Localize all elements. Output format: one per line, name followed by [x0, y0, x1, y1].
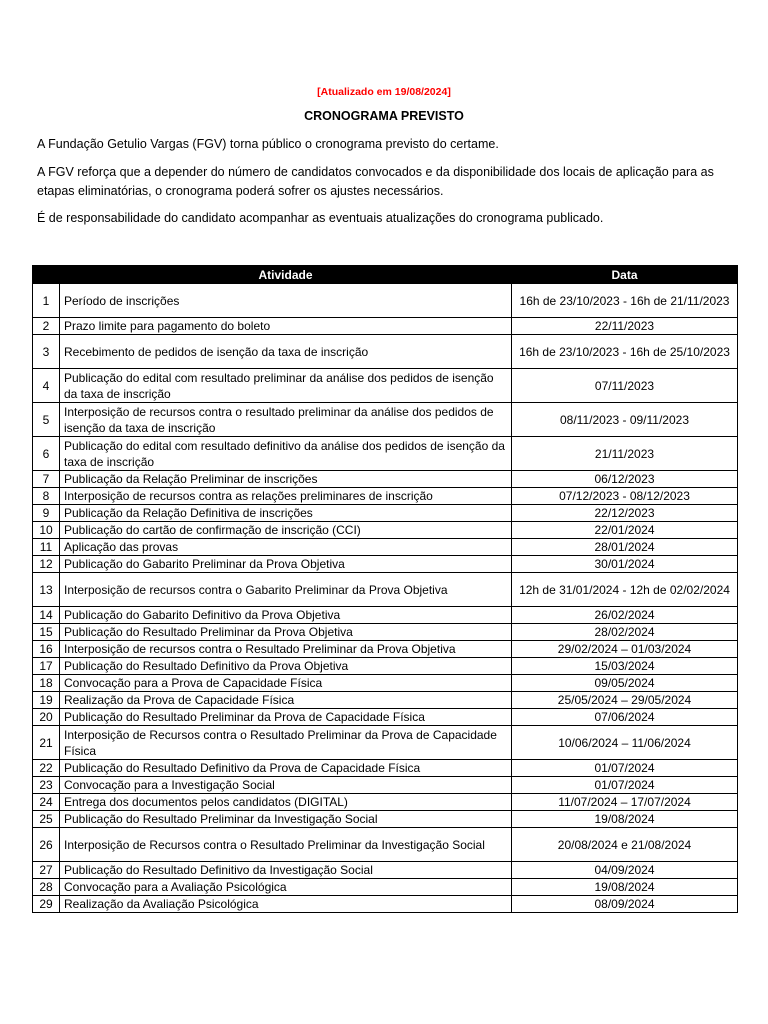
row-number: 6 [33, 437, 60, 471]
row-number: 9 [33, 505, 60, 522]
row-date: 07/11/2023 [512, 369, 738, 403]
row-date: 28/02/2024 [512, 624, 738, 641]
table-row [33, 471, 738, 488]
table-row [33, 709, 738, 726]
row-activity: Publicação do Resultado Definitivo da Prova Objetiva [60, 658, 512, 675]
row-activity: Publicação do Resultado Definitivo da Investigação Social [60, 862, 512, 879]
row-number: 2 [33, 318, 60, 335]
row-number: 8 [33, 488, 60, 505]
table-row [33, 641, 738, 658]
table-row [33, 777, 738, 794]
table-row [33, 556, 738, 573]
table-row [33, 539, 738, 556]
row-activity: Publicação do cartão de confirmação de inscrição (CCI) [60, 522, 512, 539]
row-activity: Convocação para a Prova de Capacidade Física [60, 675, 512, 692]
intro-paragraph-2: A FGV reforça que a depender do número de candidatos convocados e da disponibilidade dos locais de aplicação para as etapas eliminatórias, o cronograma poderá sofrer os ajustes necessários. [37, 165, 714, 198]
row-date: 15/03/2024 [512, 658, 738, 675]
row-activity: Publicação do Resultado Definitivo da Prova de Capacidade Física [60, 760, 512, 777]
row-date: 01/07/2024 [512, 760, 738, 777]
table-row [33, 692, 738, 709]
row-number: 15 [33, 624, 60, 641]
table-row [33, 811, 738, 828]
table-row [33, 437, 738, 471]
row-date: 16h de 23/10/2023 - 16h de 21/11/2023 [512, 284, 738, 318]
row-number: 1 [33, 284, 60, 318]
row-date: 07/12/2023 - 08/12/2023 [512, 488, 738, 505]
row-activity: Publicação da Relação Definitiva de inscrições [60, 505, 512, 522]
row-activity: Realização da Prova de Capacidade Física [60, 692, 512, 709]
row-date: 06/12/2023 [512, 471, 738, 488]
row-activity: Entrega dos documentos pelos candidatos (DIGITAL) [60, 794, 512, 811]
table-row [33, 522, 738, 539]
table-row [33, 369, 738, 403]
row-number: 22 [33, 760, 60, 777]
table-header-row [33, 266, 738, 284]
updated-notice: [Atualizado em 19/08/2024] [317, 86, 451, 98]
row-date: 10/06/2024 – 11/06/2024 [512, 726, 738, 760]
intro-paragraph-3: É de responsabilidade do candidato acompanhar as eventuais atualizações do cronograma publicado. [37, 211, 604, 225]
row-date: 22/12/2023 [512, 505, 738, 522]
header-date: Data [512, 266, 738, 284]
row-date: 11/07/2024 – 17/07/2024 [512, 794, 738, 811]
table-body [33, 284, 738, 913]
row-date: 22/01/2024 [512, 522, 738, 539]
row-number: 7 [33, 471, 60, 488]
table-row [33, 828, 738, 862]
table-row [33, 284, 738, 318]
row-activity: Publicação do Gabarito Definitivo da Prova Objetiva [60, 607, 512, 624]
page-title: CRONOGRAMA PREVISTO [304, 109, 464, 123]
row-date: 08/11/2023 - 09/11/2023 [512, 403, 738, 437]
row-date: 28/01/2024 [512, 539, 738, 556]
row-number: 4 [33, 369, 60, 403]
table-row [33, 505, 738, 522]
row-activity: Interposição de Recursos contra o Resultado Preliminar da Investigação Social [60, 828, 512, 862]
row-number: 26 [33, 828, 60, 862]
row-date: 22/11/2023 [512, 318, 738, 335]
row-date: 20/08/2024 e 21/08/2024 [512, 828, 738, 862]
table-row [33, 760, 738, 777]
table-row [33, 318, 738, 335]
row-activity: Interposição de recursos contra as relações preliminares de inscrição [60, 488, 512, 505]
row-date: 12h de 31/01/2024 - 12h de 02/02/2024 [512, 573, 738, 607]
row-number: 21 [33, 726, 60, 760]
row-number: 19 [33, 692, 60, 709]
table-row [33, 573, 738, 607]
row-activity: Aplicação das provas [60, 539, 512, 556]
row-date: 07/06/2024 [512, 709, 738, 726]
row-number: 20 [33, 709, 60, 726]
intro-paragraph-1: A Fundação Getulio Vargas (FGV) torna público o cronograma previsto do certame. [37, 137, 499, 151]
table-row [33, 896, 738, 913]
row-number: 5 [33, 403, 60, 437]
row-activity: Publicação do Resultado Preliminar da Prova Objetiva [60, 624, 512, 641]
header-number [33, 266, 60, 284]
table-row [33, 675, 738, 692]
row-activity: Interposição de recursos contra o resultado preliminar da análise dos pedidos de isenção da taxa de inscrição [60, 403, 512, 437]
table-row [33, 794, 738, 811]
row-activity: Publicação do edital com resultado preliminar da análise dos pedidos de isenção da taxa de inscrição [60, 369, 512, 403]
row-activity: Publicação do Resultado Preliminar da Prova de Capacidade Física [60, 709, 512, 726]
row-number: 28 [33, 879, 60, 896]
row-activity: Publicação do Gabarito Preliminar da Prova Objetiva [60, 556, 512, 573]
row-activity: Publicação do Resultado Preliminar da Investigação Social [60, 811, 512, 828]
row-activity: Período de inscrições [60, 284, 512, 318]
row-number: 16 [33, 641, 60, 658]
table-row [33, 624, 738, 641]
row-number: 27 [33, 862, 60, 879]
table-row [33, 607, 738, 624]
row-date: 30/01/2024 [512, 556, 738, 573]
row-date: 26/02/2024 [512, 607, 738, 624]
row-number: 12 [33, 556, 60, 573]
row-date: 25/05/2024 – 29/05/2024 [512, 692, 738, 709]
row-date: 21/11/2023 [512, 437, 738, 471]
row-activity: Convocação para a Investigação Social [60, 777, 512, 794]
row-number: 11 [33, 539, 60, 556]
table-row [33, 488, 738, 505]
row-activity: Interposição de Recursos contra o Resultado Preliminar da Prova de Capacidade Física [60, 726, 512, 760]
row-date: 08/09/2024 [512, 896, 738, 913]
row-date: 16h de 23/10/2023 - 16h de 25/10/2023 [512, 335, 738, 369]
row-activity: Publicação da Relação Preliminar de inscrições [60, 471, 512, 488]
row-number: 29 [33, 896, 60, 913]
row-activity: Realização da Avaliação Psicológica [60, 896, 512, 913]
row-date: 19/08/2024 [512, 811, 738, 828]
row-date: 04/09/2024 [512, 862, 738, 879]
row-number: 23 [33, 777, 60, 794]
header-activity: Atividade [60, 266, 512, 284]
row-number: 13 [33, 573, 60, 607]
row-number: 25 [33, 811, 60, 828]
schedule-table [32, 265, 738, 913]
row-activity: Interposição de recursos contra o Resultado Preliminar da Prova Objetiva [60, 641, 512, 658]
table-row [33, 879, 738, 896]
row-number: 18 [33, 675, 60, 692]
row-date: 01/07/2024 [512, 777, 738, 794]
row-number: 10 [33, 522, 60, 539]
table-row [33, 658, 738, 675]
row-number: 3 [33, 335, 60, 369]
row-date: 19/08/2024 [512, 879, 738, 896]
table-row [33, 335, 738, 369]
row-number: 24 [33, 794, 60, 811]
row-number: 14 [33, 607, 60, 624]
row-activity: Prazo limite para pagamento do boleto [60, 318, 512, 335]
table-row [33, 403, 738, 437]
row-activity: Publicação do edital com resultado definitivo da análise dos pedidos de isenção da taxa de inscrição [60, 437, 512, 471]
row-activity: Convocação para a Avaliação Psicológica [60, 879, 512, 896]
row-activity: Interposição de recursos contra o Gabarito Preliminar da Prova Objetiva [60, 573, 512, 607]
table-row [33, 726, 738, 760]
row-date: 09/05/2024 [512, 675, 738, 692]
row-activity: Recebimento de pedidos de isenção da taxa de inscrição [60, 335, 512, 369]
row-number: 17 [33, 658, 60, 675]
table-row [33, 862, 738, 879]
row-date: 29/02/2024 – 01/03/2024 [512, 641, 738, 658]
